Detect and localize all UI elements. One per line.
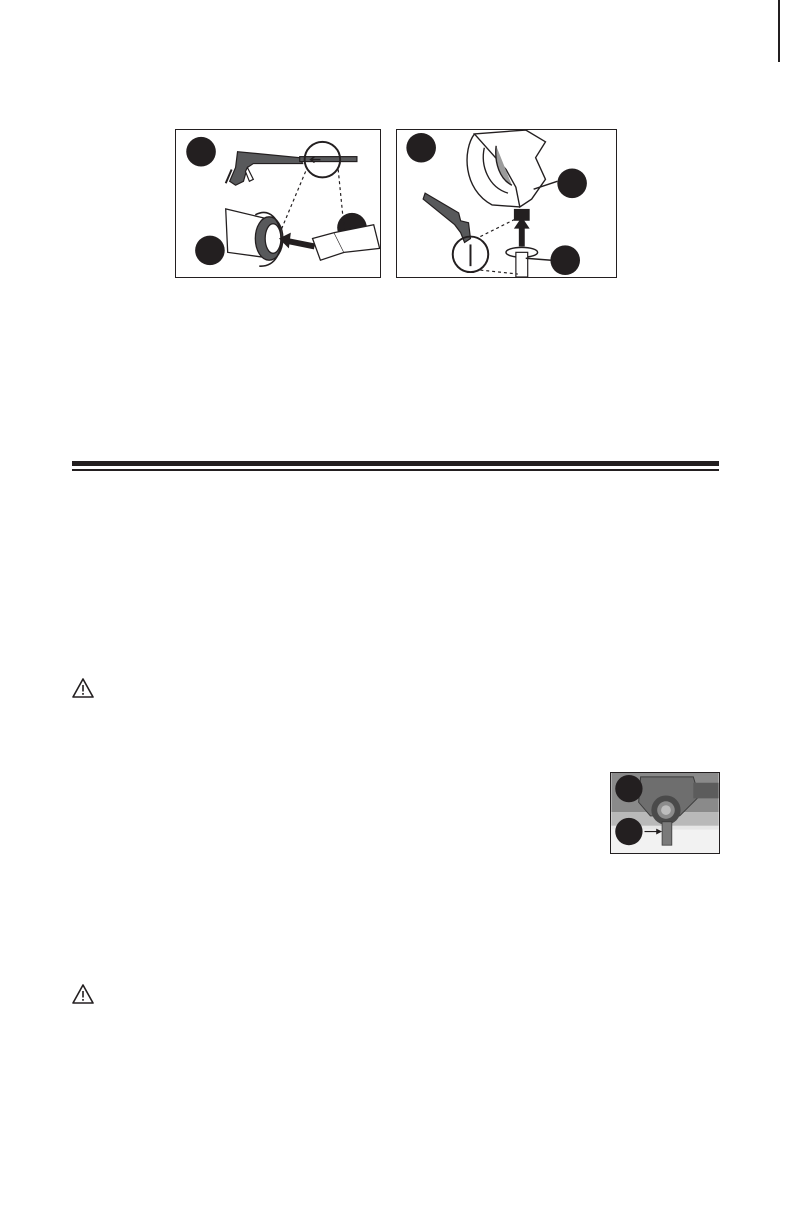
spray-gun-icon [423,193,470,242]
callout-marker [550,245,580,275]
figure-gun-handle-hose-connection [396,129,617,278]
spray-gun-hose-diagram [176,130,380,277]
callout-marker [406,133,436,163]
callout-marker [615,775,642,802]
pump-inlet-photo [611,773,719,853]
section-rule-thin [72,469,719,471]
inlet-filter-icon [662,822,672,845]
warning-triangle-icon [72,984,94,1004]
callout-marker [186,137,216,167]
gun-handle-diagram [397,130,616,277]
callout-marker [615,818,642,845]
callout-marker [195,236,225,266]
warning-triangle-icon [72,678,94,698]
gun-handle-icon [467,130,545,207]
hose-fitting-icon [226,209,283,266]
figure-spray-gun-hose-connection [175,129,381,278]
section-rule-thick [72,461,719,466]
page-edge-marker [778,0,780,62]
hose-coupler-icon [313,225,380,261]
callout-marker [557,168,587,198]
figure-pump-inlet-detail-photo [610,772,720,854]
